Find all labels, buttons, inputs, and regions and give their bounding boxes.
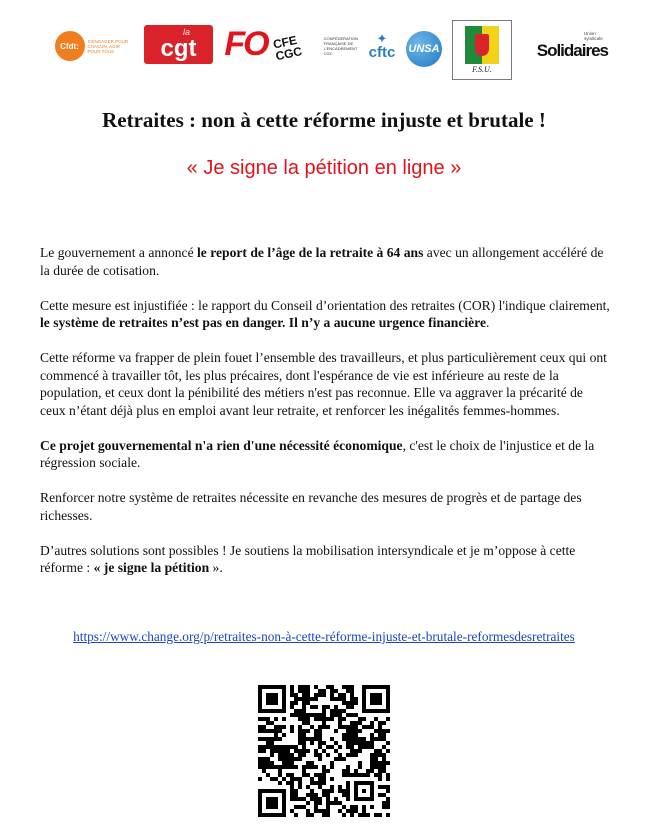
solidaires-small-text: Union syndicale: [584, 31, 603, 41]
solidaires-name: Solidaires: [536, 41, 608, 60]
unsa-logo: [406, 31, 442, 67]
unsa-name: UNSA: [408, 43, 440, 55]
page-title: Retraites : non à cette réforme injuste et brutale !: [102, 108, 546, 132]
p2-text: Cette mesure est injustifiée : le rapport du Conseil d’orientation des retraites (COR) l'indique clairement,: [40, 297, 610, 313]
cgt-name: cgt: [160, 35, 197, 62]
fsu-logo: [452, 20, 512, 80]
p6-bold: « je signe la pétition: [93, 560, 210, 575]
p6-text-end: ».: [209, 560, 223, 575]
cfe-cgc-mark: CFE CGC: [271, 32, 304, 64]
petition-link[interactable]: https://www.change.org/p/retraites-non-à-cette-réforme-injuste-et-brutale-reformesdesretraites: [73, 629, 575, 644]
p4-text-end: , c'est le choix de l'injustice et de la régression sociale.: [40, 437, 595, 470]
paragraph-4: [40, 437, 610, 472]
fo-name: FO: [224, 24, 268, 63]
solidaires-logo: [524, 28, 608, 64]
petition-subtitle: « Je signe la pétition en ligne »: [186, 157, 462, 179]
p1-bold: le report de l’âge de la retraite à 64 ans: [197, 245, 424, 260]
paragraph-5: [40, 489, 610, 524]
cfe-cgc-logo: [271, 24, 360, 68]
p2-text-end: .: [486, 315, 490, 330]
cfdt-mark: Cfdt:: [55, 31, 85, 61]
p2-bold: le système de retraites n’est pas en danger. Il n’y a aucune urgence financière: [40, 315, 487, 330]
p5-text: Renforcer notre système de retraites nécessite en revanche des mesures de progrès et de partage des richesses.: [40, 490, 582, 523]
cfe-cgc-text: CONFÉDÉRATION FRANÇAISE DE L'ENCADREMENT CGC: [323, 36, 358, 56]
cfdt-tagline: S'ENGAGER POUR CHACUN, AGIR POUR TOUS: [87, 38, 129, 54]
cftc-logo: [362, 26, 402, 66]
cfdt-logo: [54, 29, 134, 63]
cftc-name: cftc: [368, 43, 396, 61]
fsu-emblem-icon: [465, 26, 499, 64]
body-text: [40, 244, 610, 594]
bird-icon: ✦: [376, 30, 388, 46]
paragraph-3: [40, 349, 610, 419]
p6-text: D’autres solutions sont possibles ! Je soutiens la mobilisation intersyndicale et je m’oppose à cette réforme :: [40, 542, 576, 575]
paragraph-1: [40, 244, 610, 279]
p3-text: Cette réforme va frapper de plein fouet l’ensemble des travailleurs, et plus particulièrement ceux qui ont commencé à travailler tôt, les plus précaires, dont l'espérance de vie est inférieure au reste de la population, et ceux dont la pénibilité des métiers n'est pas reconnue. Elle va aggraver la précarité de ceux n’étant déjà plus en emploi avant leur retraite, et renforcer les inégalités femmes-hommes.: [40, 350, 607, 418]
fo-logo: [224, 24, 268, 64]
fsu-label: F.S.U.: [472, 65, 492, 74]
p1-text-end: avec un allongement accéléré de la durée de cotisation.: [40, 245, 604, 278]
cgt-small-text: la: [182, 27, 190, 37]
cgt-logo: [144, 25, 213, 64]
qr-code-icon: [250, 677, 398, 825]
p1-text: Le gouvernement a annoncé: [40, 245, 198, 260]
p4-bold: Ce projet gouvernemental n'a rien d'une nécessité économique: [40, 437, 403, 453]
paragraph-6: [40, 542, 610, 577]
paragraph-2: [40, 297, 610, 332]
union-logos-bar: [48, 18, 614, 78]
